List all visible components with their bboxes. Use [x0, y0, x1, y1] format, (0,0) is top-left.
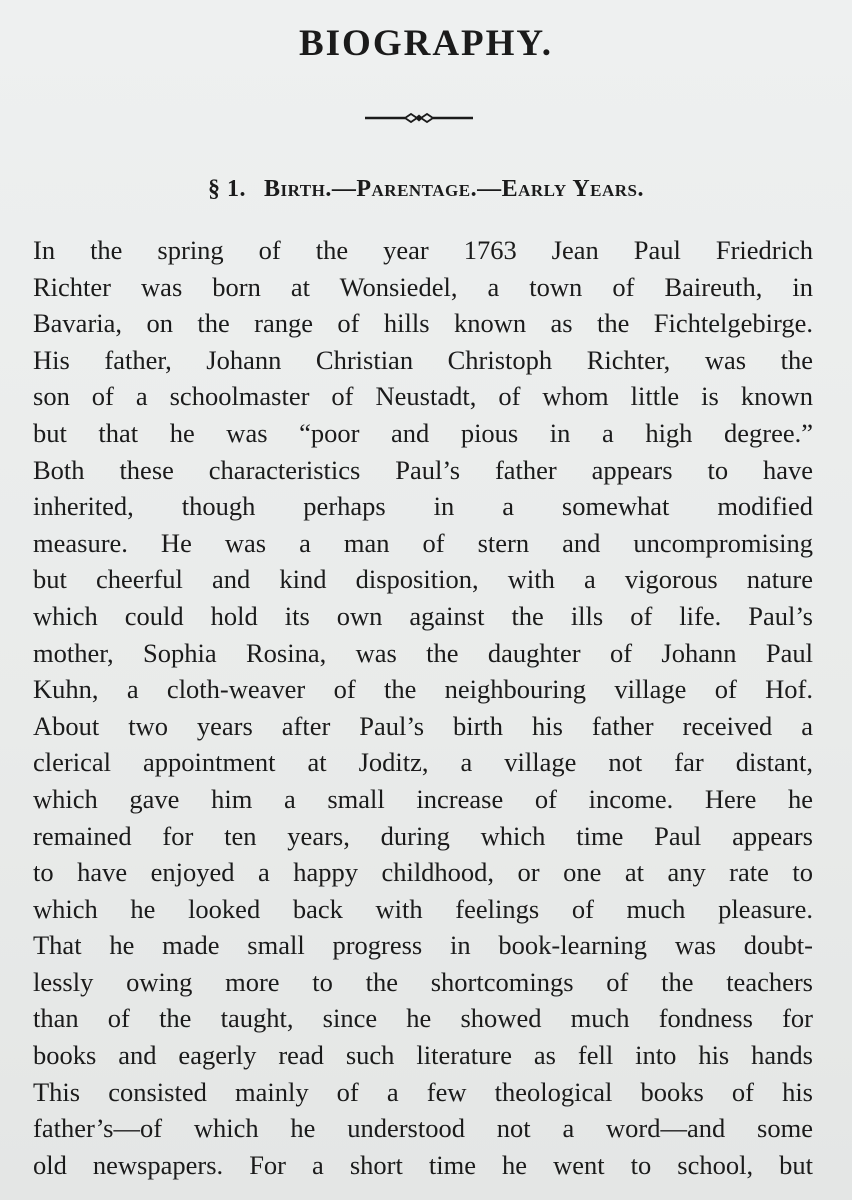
text-line: Kuhn, a cloth-weaver of the neighbouring village of Hof.	[33, 674, 813, 705]
text-line: old newspapers. For a short time he went to school, but	[33, 1149, 813, 1180]
section-heading	[0, 176, 852, 203]
text-line: but cheerful and kind disposition, with a vigorous nature	[33, 564, 813, 595]
text-line: but that he was “poor and pious in a high degree.”	[33, 417, 813, 448]
body-paragraph	[33, 232, 813, 1183]
text-line: books and eagerly read such literature as fell into his hands	[33, 1040, 813, 1071]
ornament-divider	[365, 110, 473, 126]
text-line: son of a schoolmaster of Neustadt, of whom little is known	[33, 381, 813, 412]
text-line: which could hold its own against the ills of life. Paul’s	[33, 600, 813, 631]
section-title: Birth.—Parentage.—Early Years.	[263, 176, 644, 202]
text-line: to have enjoyed a happy childhood, or one at any rate to	[33, 857, 813, 888]
text-line: remained for ten years, during which time Paul appears	[33, 820, 813, 851]
text-line: which he looked back with feelings of much pleasure.	[33, 893, 813, 924]
text-line: measure. He was a man of stern and uncompromising	[33, 527, 813, 558]
text-line: His father, Johann Christian Christoph Richter, was the	[33, 344, 813, 375]
text-line: lessly owing more to the shortcomings of the teachers	[33, 966, 813, 997]
text-line: clerical appointment at Joditz, a village not far distant,	[33, 747, 813, 778]
page-title: BIOGRAPHY.	[298, 23, 554, 64]
text-line: Both these characteristics Paul’s father appears to have	[33, 454, 813, 485]
text-line: which gave him a small increase of income. Here he	[33, 783, 813, 814]
text-line: In the spring of the year 1763 Jean Paul Friedrich	[33, 235, 813, 265]
text-line: Bavaria, on the range of hills known as the Fichtelgebirge.	[33, 308, 813, 339]
text-line: Richter was born at Wonsiedel, a town of Baireuth, in	[33, 271, 813, 302]
text-line: than of the taught, since he showed much fondness for	[33, 1003, 813, 1034]
text-line: That he made small progress in book-learning was doubt-	[33, 930, 813, 961]
text-line: father’s—of which he understood not a word—and some	[33, 1113, 813, 1144]
text-line: inherited, though perhaps in a somewhat modified	[33, 491, 813, 522]
text-line: About two years after Paul’s birth his father received a	[33, 710, 813, 741]
text-line: This consisted mainly of a few theological books of his	[33, 1076, 813, 1107]
section-number: § 1.	[207, 176, 246, 202]
text-line: mother, Sophia Rosina, was the daughter of Johann Paul	[33, 637, 813, 668]
